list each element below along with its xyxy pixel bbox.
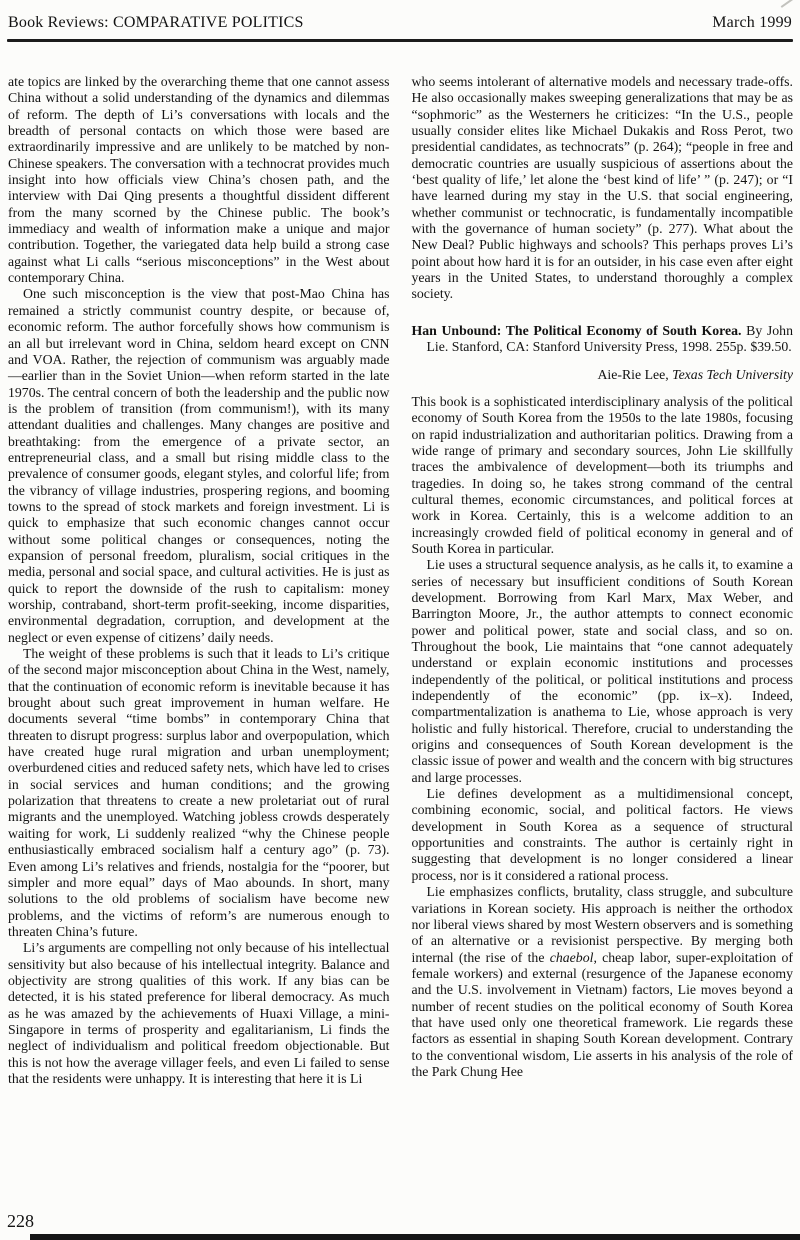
book-title: Han Unbound: The Political Economy of South Korea. — [411, 322, 742, 338]
body-paragraph-continuation: who seems intolerant of alternative models and necessary trade-offs. He also occasionally makes sweeping generalizations that may be as “sophmoric” as the Westerners he criticizes: “In the U.S., people usually consider elites like Michael Dukakis and Ross Perot, two presidential candidates, as technocrats” (p. 264); “people in free and democratic countries are usually suspicious of assertions about the ‘best quality of life,’ let alone the ‘best kind of life’ ” (p. 247); or “I have learned during my stay in the U.S. that social engineering, whether communist or technocratic, is fundamentally incompatible with the governance of human society” (p. 277). What about the New Deal? Public highways and schools? This perhaps proves Li’s point about how hard it is for an outsider, in his case even after eight years in the United States, to understand thoroughly a complex society. — [411, 74, 793, 302]
italic-term: chaebol — [549, 949, 594, 965]
reviewer-line — [412, 367, 794, 383]
body-paragraph: One such misconception is the view that post-Mao China has remained a strictly communist country despite, or because of, economic reform. The author forcefully shows how communism is an all but irrelevant word in China, seldom heard except on CNN and VOA. Rather, the rejection of communism was arguably made—earlier than in the Soviet Union—when reform started in the late 1970s. The central concern of both the leadership and the public now is the problem of transition (from communism!), with its many attendant dualities and challenges. Many changes are positive and breathtaking: from the emergence of a private sector, an entrepreneurial class, and a small but rising middle class to the prevalence of consumer goods, elegant styles, and colorful life; from the vibrancy of village industries, prospering regions, and booming towns to the spread of stock markets and foreign investment. Li is quick to emphasize that such economic changes cannot occur without some political changes or consequences, noting the expansion of personal freedom, pluralism, social critiques in the media, personal and social space, and cultural activities. He is just as quick to report the downside of the rush to capitalism: money worship, contraband, short-term profit-seeking, income disparities, environmental degradation, corruption, and development at the neglect or even expense of citizens’ daily needs. — [8, 286, 390, 645]
book-citation: By John Lie. Stanford, CA: Stanford University Press, 1998. 255p. $39.50. — [426, 322, 793, 355]
review-paragraph: This book is a sophisticated interdisciplinary analysis of the political economy of South Korea from the 1950s to the late 1980s, focusing on rapid industrialization and authoritarian politics. Drawing from a wide range of primary and secondary sources, John Lie skillfully traces the ambivalence of development—both its triumphs and tragedies. In doing so, he takes strong command of the central cultural themes, economic circumstances, and political forces at work in Korea. Certainly, this is a welcome addition to an increasingly crowded field of political economy in general and of South Korea in particular. — [411, 393, 793, 556]
right-column — [412, 74, 794, 1087]
page-number: 228 — [7, 1211, 34, 1231]
issue-date: March 1999 — [712, 14, 792, 31]
book-review-heading — [412, 323, 794, 356]
review-paragraph: Lie uses a structural sequence analysis, as he calls it, to examine a series of necessary but insufficient conditions of South Korean development. Borrowing from Karl Marx, Max Weber, and Barrington Moore, Jr., the author attempts to connect economic power and political power, state and social class, and so on. Throughout the book, Lie maintains that “one cannot adequately understand or explain economic institutions and processes independently of the political, or political institutions and process independently of the economic” (pp. ix–x). Indeed, compartmentalization is anathema to Lie, whose approach is very holistic and fully historical. Therefore, crucial to understanding the origins and consequences of South Korean development is the classic issue of power and wealth and the concern with big structures and large processes. — [411, 557, 793, 785]
body-paragraph: The weight of these problems is such that it leads to Li’s critique of the second major misconception about China in the West, namely, that the continuation of economic reform is inevitable because it has brought about such great improvement in human welfare. He documents several “time bombs” in contemporary China that threaten to disrupt progress: surplus labor and overpopulation, which have created huge rural migration and urban unemployment; overburdened cities and reduced safety nets, which have led to crises in social services and human conditions; and the growing polarization that threatens to create a new proletariat out of rural migrants and the unemployed. Watching jobless crowds desperately waiting for work, Li suddenly realized “why the Chinese people enthusiastically embraced socialism half a century ago” (p. 73). Even among Li’s relatives and friends, nostalgia for the “poorer, but simpler and more equal” days of Mao abounds. In short, many solutions to the old problems of socialism have become new problems, and the victims of reform’s are numerous enough to threaten China’s future. — [8, 646, 390, 939]
body-paragraph: Li’s arguments are compelling not only because of his intellectual sensitivity but also because of his intellectual integrity. Balance and objectivity are strong qualities of this work. If any bias can be detected, it is his stated preference for liberal democracy. As much as he was amazed by the achievements of Huaxi Village, a mini-Singapore in terms of prosperity and egalitarianism, Li finds the neglect of individualism and political freedom objectionable. But this is not how the average villager feels, and even Li failed to sense that the residents were unhappy. It is interesting that here it is Li — [8, 940, 390, 1086]
review-paragraph: Lie defines development as a multidimensional concept, combining economic, social, and political factors. He views development in South Korea as a sequence of structural opportunities and constraints. The author is certainly right in suggesting that development is no longer considered a linear process, nor is it considered a rational process. — [411, 786, 793, 883]
reviewer-affiliation: Texas Tech University — [672, 366, 793, 382]
review-paragraph — [412, 884, 794, 1080]
scan-artifact-bottom-bar — [30, 1234, 800, 1240]
left-column — [8, 74, 390, 1087]
reviewer-name: Aie-Rie Lee, — [597, 366, 673, 382]
body-paragraph-continuation: ate topics are linked by the overarching theme that one cannot assess China without a solid understanding of the dynamics and dilemmas of reform. The depth of Li’s conversations with locals and the breadth of personal contacts on which those were based are extraordinarily impressive and are unlikely to be matched by non-Chinese speakers. The conversation with a technocrat provides much insight into how officials view China’s chosen path, and the interview with Dai Qing presents a thoughtful dissident different from the many scorned by the Chinese public. The book’s immediacy and wealth of information make a unique and major contribution. Together, the variegated data help build a strong case against what Li calls “serious misconceptions” in the West about contemporary China. — [8, 74, 390, 286]
running-head: Book Reviews: COMPARATIVE POLITICS — [8, 14, 304, 31]
two-column-body — [0, 42, 800, 1087]
review-paragraph-text: Lie emphasizes conflicts, brutality, class struggle, and subculture variations in Korean society. His approach is neither the orthodox nor liberal views shared by most Western observers and is something of an alternative or a revisionist perspective. By merging both internal (the rise of the — [411, 884, 793, 965]
page-header — [0, 0, 800, 32]
review-paragraph-text: , cheap labor, super-exploitation of female workers) and external (resurgence of the Japanese economy and the U.S. involvement in Vietnam) factors, Lie moves beyond a number of recent studies on the political economy of South Korea that have used only one theoretical framework. Lie regards these factors as essential in shaping South Korean development. Contrary to the conventional wisdom, Lie asserts in his analysis of the role of the Park Chung Hee — [411, 949, 794, 1079]
